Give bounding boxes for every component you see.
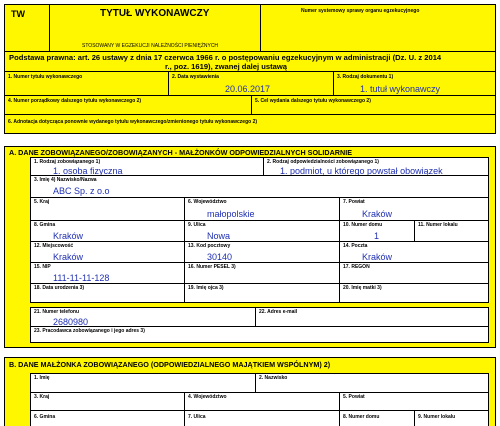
- a-phone-field[interactable]: [30, 307, 256, 327]
- b-last-name-field[interactable]: [255, 373, 489, 393]
- a-birth-date-label: 18. Data urodzenia 3): [34, 285, 85, 291]
- document-type-value: 1. tutuł wykonawczy: [360, 84, 441, 94]
- annotation-field[interactable]: [4, 114, 496, 134]
- a-obligor-type-label: 1. Rodzaj zobowiązanego 1): [34, 159, 101, 165]
- a-street-field[interactable]: [184, 220, 340, 242]
- legal-basis-line-2: r., poz. 1619), zwanej dalej ustawą: [165, 62, 287, 71]
- a-obligor-type-field[interactable]: [30, 157, 264, 176]
- a-obligor-type-value: 1. osoba fizyczna: [53, 166, 123, 176]
- a-father-name-field[interactable]: [184, 283, 340, 303]
- a-voivodeship-value: małopolskie: [207, 209, 255, 219]
- a-pesel-label: 16. Numer PESEL 3): [188, 264, 236, 270]
- further-title-number-label: 4. Numer porządkowy dalszego tytułu wykonawczego 2): [8, 98, 142, 104]
- further-title-purpose-field[interactable]: [251, 95, 496, 115]
- a-nip-value: 111-11-11-128: [53, 273, 110, 283]
- b-house-number-field[interactable]: [339, 410, 415, 426]
- a-county-label: 7. Powiat: [343, 199, 365, 205]
- a-house-number-field[interactable]: [339, 220, 415, 242]
- a-voivodeship-label: 6. Województwo: [188, 199, 227, 205]
- section-b-title: B. DANE MAŁŻONKA ZOBOWIĄZANEGO (ODPOWIEDZIALNEGO MAJĄTKIEM WSPÓLNYM) 2): [9, 360, 331, 369]
- a-locality-label: 12. Miejscowość: [34, 243, 74, 249]
- a-locality-field[interactable]: [30, 241, 185, 263]
- a-post-office-label: 14. Poczta: [343, 243, 368, 249]
- b-county-label: 5. Powiat: [343, 394, 365, 400]
- form-title: TYTUŁ WYKONAWCZY: [100, 8, 210, 19]
- a-birth-date-field[interactable]: [30, 283, 185, 303]
- a-commune-field[interactable]: [30, 220, 185, 242]
- a-phone-label: 21. Numer telefonu: [34, 309, 80, 315]
- a-name-label: 3. Imię 4) Nazwisko/Nazwa: [34, 177, 97, 183]
- b-country-label: 3. Kraj: [34, 394, 50, 400]
- a-employer-field[interactable]: [30, 326, 489, 343]
- a-name-value: ABC Sp. z o.o: [53, 186, 110, 196]
- a-postal-code-label: 13. Kod pocztowy: [188, 243, 231, 249]
- a-email-field[interactable]: [255, 307, 489, 327]
- a-commune-label: 8. Gmina: [34, 222, 56, 228]
- a-street-value: Nowa: [207, 231, 231, 241]
- a-employer-label: 23. Pracodawca zobowiązanego i jego adres 3): [34, 328, 145, 334]
- a-apartment-number-label: 11. Numer lokalu: [418, 222, 458, 228]
- section-a-title: A. DANE ZOBOWIĄZANEGO/ZOBOWIĄZANYCH - MAŁŻONKÓW ODPOWIEDZIALNYCH SOLIDARNIE: [9, 148, 352, 157]
- form-code-cell: [4, 4, 50, 52]
- document-type-field[interactable]: [333, 71, 496, 96]
- b-county-field[interactable]: [339, 392, 489, 411]
- a-mother-name-field[interactable]: [339, 283, 489, 303]
- a-locality-value: Kraków: [53, 252, 84, 262]
- a-commune-value: Kraków: [53, 231, 84, 241]
- b-commune-field[interactable]: [30, 410, 185, 426]
- b-street-field[interactable]: [184, 410, 340, 426]
- legal-basis-line-1: Podstawa prawna: art. 26 ustawy z dnia 17 czerwca 1966 r. o postępowaniu egzekucyjnym w administracji (Dz. U. z 2014: [9, 53, 442, 62]
- issue-date-label: 2. Data wystawienia: [172, 74, 219, 80]
- a-pesel-field[interactable]: [184, 262, 340, 284]
- document-type-label: 3. Rodzaj dokumentu 1): [337, 74, 394, 80]
- b-house-number-label: 8. Numer domu: [343, 414, 380, 420]
- b-voivodeship-label: 4. Województwo: [188, 394, 227, 400]
- a-name-field[interactable]: [30, 175, 489, 198]
- a-mother-name-label: 20. Imię matki 3): [343, 285, 382, 291]
- legal-basis-cell: [4, 51, 496, 72]
- form-title-cell: [49, 4, 261, 52]
- annotation-label: 6. Adnotacja dotycząca ponownie wydanego tytułu wykonawczego/zmienionego tytułu wykonawczego 2): [8, 119, 258, 125]
- a-phone-value: 2680980: [53, 317, 89, 327]
- a-regon-field[interactable]: [339, 262, 489, 284]
- issue-date-value: 20.06.2017: [225, 84, 271, 94]
- a-liability-type-label: 2. Rodzaj odpowiedzialności zobowiązanego 1): [267, 159, 379, 165]
- a-voivodeship-field[interactable]: [184, 197, 340, 221]
- a-country-field[interactable]: [30, 197, 185, 221]
- b-first-name-field[interactable]: [30, 373, 256, 393]
- b-street-label: 7. Ulica: [188, 414, 206, 420]
- b-country-field[interactable]: [30, 392, 185, 411]
- a-regon-label: 17. REGON: [343, 264, 370, 270]
- b-first-name-label: 1. Imię: [34, 375, 50, 381]
- b-last-name-label: 2. Nazwisko: [259, 375, 288, 381]
- a-country-label: 5. Kraj: [34, 199, 50, 205]
- a-post-office-field[interactable]: [339, 241, 489, 263]
- a-liability-type-field[interactable]: [263, 157, 489, 176]
- a-nip-field[interactable]: [30, 262, 185, 284]
- further-title-number-field[interactable]: [4, 95, 252, 115]
- form-subtitle: STOSOWANY W EGZEKUCJI NALEŻNOŚCI PIENIĘŻNYCH: [82, 43, 219, 49]
- a-liability-type-value: 1. podmiot, u którego powstał obowiązek: [280, 166, 443, 176]
- title-number-label: 1. Numer tytułu wykonawczego: [8, 74, 83, 80]
- b-apartment-number-field[interactable]: [414, 410, 489, 426]
- b-apartment-number-label: 9. Numer lokalu: [418, 414, 456, 420]
- a-county-field[interactable]: [339, 197, 489, 221]
- a-house-number-label: 10. Numer domu: [343, 222, 383, 228]
- form-code: TW: [11, 9, 25, 19]
- a-house-number-value: 1: [374, 231, 380, 241]
- further-title-purpose-label: 5. Cel wydania dalszego tytułu wykonawczego 2): [255, 98, 371, 104]
- issue-date-field[interactable]: [168, 71, 334, 96]
- b-commune-label: 6. Gmina: [34, 414, 56, 420]
- a-postal-code-value: 30140: [207, 252, 233, 262]
- b-voivodeship-field[interactable]: [184, 392, 340, 411]
- a-post-office-value: Kraków: [362, 252, 393, 262]
- a-email-label: 22. Adres e-mail: [259, 309, 298, 315]
- a-father-name-label: 19. Imię ojca 3): [188, 285, 224, 291]
- system-number-label: Numer systemowy sprawy organu egzekucyjnego: [301, 8, 420, 14]
- title-number-field[interactable]: [4, 71, 169, 96]
- a-street-label: 9. Ulica: [188, 222, 206, 228]
- a-postal-code-field[interactable]: [184, 241, 340, 263]
- system-number-cell: [260, 4, 496, 52]
- a-nip-label: 15. NIP: [34, 264, 51, 270]
- a-apartment-number-field[interactable]: [414, 220, 489, 242]
- a-county-value: Kraków: [362, 209, 393, 219]
